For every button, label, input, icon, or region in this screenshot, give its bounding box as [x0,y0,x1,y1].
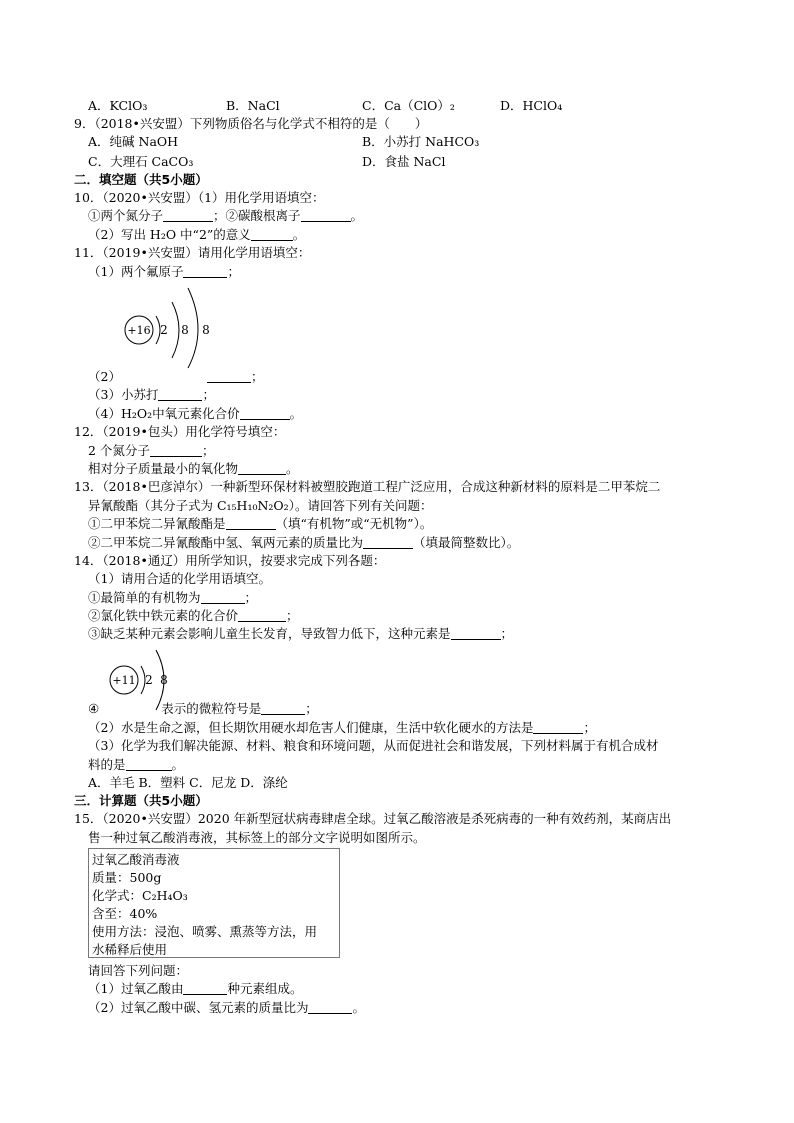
q11-line-1 [88,264,240,280]
q14-blank-1[interactable] [201,591,245,604]
q14-part3-end: ； [500,626,514,641]
label-line-mass: 质量：500g [92,870,162,885]
q14-part4-end: ； [305,701,318,716]
q14-stem: 14．（2018•通辽）用所学知识，按要求完成下列各题： [74,553,386,568]
q13-blank-2[interactable] [363,536,413,549]
q15-line-1 [88,981,302,997]
q13-line-2 [88,535,519,551]
q13-part2-text: ②二甲苯烷二异氰酸酯中氢、氧两元素的质量比为 [88,535,364,550]
q11-blank-3[interactable] [158,388,202,401]
q10-part1-text: ①两个氮分子 [88,208,164,223]
q13-stem-line-2: 异氰酸酯（其分子式为 C₁₅H₁₀N₂O₂）。请回答下列有关问题： [88,498,433,513]
q12-blank-1[interactable] [150,444,202,457]
label-line-product-name: 过氧乙酸消毒液 [92,852,180,867]
q15-blank-2[interactable] [308,1001,352,1014]
q13-line-1 [88,516,432,532]
q11-nucleus-charge: +16 [127,324,151,337]
q10-blank-1[interactable] [163,209,213,222]
q11-line-2 [88,369,263,385]
q11-blank-4[interactable] [240,407,290,420]
q11-blank-1[interactable] [183,265,227,278]
q14-part2-end: ； [286,608,299,623]
section-calculation-heading: 三．计算题（共5小题） [74,793,208,808]
q14-line-7: （3）化学为我们解决能源、材料、粮食和环境问题，从而促进社会和谐发展，下列材料属于有机合成材 [88,738,659,753]
q12-blank-2[interactable] [238,462,286,475]
q12-line-1 [88,443,214,459]
q14-options: A．羊毛 B．塑料 C．尼龙 D．涤纶 [88,775,288,790]
q15-part2-text: （2）过氧乙酸中碳、氢元素的质量比为 [88,1000,309,1015]
q12-part2-text: 相对分子质量最小的氧化物 [88,461,239,476]
q10-line-1 [88,208,363,224]
q11-shell-count-2: 8 [181,323,189,337]
q14-blank-2[interactable] [238,609,286,622]
q11-part4-end: 。 [289,406,303,421]
q14-part6-text: 料的是 [88,757,126,772]
q14-part3-text: ③缺乏某种元素会影响儿童生长发育，导致智力低下，这种元素是 [88,626,451,641]
q14-line-1: （1）请用合适的化学用语填空。 [88,571,271,586]
section-fill-in-heading: 二．填空题（共5小题） [74,172,208,187]
q9-option-c: C．大理石 CaCO₃ [88,154,194,169]
q14-part1-text: ①最简单的有机物为 [88,590,201,605]
q11-blank-2[interactable] [207,370,251,383]
q13-part1-end: （填“有机物”或“无机物”）。 [275,516,433,531]
q14-blank-6[interactable] [126,758,172,771]
q15-stem-line-2: 售一种过氧乙酸消毒液，其标签上的部分文字说明如图所示。 [88,830,426,845]
q13-part1-text: ①二甲苯烷二异氰酸酯是 [88,516,226,531]
q14-part6-end: 。 [171,757,185,772]
q14-part4-prefix: ④ [88,701,100,716]
q11-part1-text: （1）两个氟原子 [88,264,184,279]
q11-stem: 11．（2019•兴安盟）请用化学用语填空： [74,245,311,260]
q13-stem-line-1: 13．（2018•巴彦淖尔）一种新型环保材料被塑胶跑道工程广泛应用，合成这种新材料的原料是二甲苯烷二 [74,479,661,494]
q14-part2-text: ②氯化铁中铁元素的化合价 [88,608,239,623]
q9-option-b: B．小苏打 NaHCO₃ [362,134,480,149]
q10-blank-3[interactable] [251,228,293,241]
q10-part2-end: 。 [350,208,364,223]
q11-line-4 [88,406,302,422]
q10-part2-text: ；②碳酸根离子 [213,208,301,223]
q11-part3-text: （3）小苏打 [88,387,159,402]
q14-part5-text: （2）水是生命之源，但长期饮用硬水却危害人们健康，生活中软化硬水的方法是 [88,720,534,735]
q14-nucleus-charge: +11 [112,674,136,687]
q14-line-8 [88,757,184,773]
label-line-formula: 化学式：C₂H₄O₃ [92,888,188,903]
q9-option-d: D．食盐 NaCl [362,154,446,169]
q12-part2-end: 。 [286,461,299,476]
q11-part1-end: ； [227,264,240,279]
q10-line-2 [88,227,305,243]
q11-shell-arc-2 [172,302,179,358]
q15-part1-text: （1）过氧乙酸由 [88,981,184,996]
q14-blank-3[interactable] [451,627,501,640]
q11-part2-end: ； [250,369,264,384]
q14-line-6 [88,720,596,736]
label-line-usage-cont: 水稀释后使用 [92,942,168,957]
q14-line-2 [88,590,257,606]
q15-blank-1[interactable] [183,982,227,995]
q14-part4-text: 表示的微粒符号是 [161,701,262,716]
q15-ask: 请回答下列问题： [88,963,189,978]
q15-stem-line-1: 15．（2020•兴安盟）2020 年新型冠状病毒肆虐全球。过氧乙酸溶液是杀死病毒的一种有效药剂，某商店出 [74,811,672,826]
q12-part1-end: ； [201,443,215,458]
q11-shell-count-3: 8 [202,323,210,337]
label-line-usage: 使用方法：浸泡、喷雾、熏蒸等方法，用 [92,924,318,939]
q11-shell-arc-3 [188,288,198,368]
q10-blank-2[interactable] [301,209,351,222]
q14-shell-count-2: 8 [160,673,168,687]
q10-part3-text: （2）写出 H₂O 中“2”的意义 [88,227,251,242]
q14-line-4 [88,626,513,642]
q14-line-5 [88,701,318,717]
q11-part2-text: （2） [88,369,121,384]
q11-shell-count-1: 2 [160,323,168,337]
disinfectant-product-label [88,848,340,958]
q11-line-3 [88,387,215,403]
q14-line-3 [88,608,299,624]
q13-blank-1[interactable] [226,517,276,530]
q12-stem: 12．（2019•包头）用化学符号填空： [74,424,286,439]
q10-part3-end: 。 [292,227,306,242]
q14-part5-end: ； [583,720,596,735]
q15-line-2 [88,1000,365,1016]
q9-stem: 9．（2018•兴安盟）下列物质俗名与化学式不相符的是（ ） [74,116,428,131]
q14-blank-5[interactable] [533,721,583,734]
q15-part2-end: 。 [352,1000,365,1015]
q14-part1-end: ； [244,590,258,605]
q13-part2-end: （填最简整数比）。 [413,535,520,550]
q11-part3-end: ； [202,387,215,402]
q11-part4-text: （4）H₂O₂中氧元素化合价 [88,406,240,421]
q14-blank-4[interactable] [261,702,305,715]
q8-option-d: D．HClO₄ [500,98,563,113]
q12-line-2 [88,461,299,477]
q8-option-c: C．Ca（ClO）₂ [362,98,455,113]
q14-shell-count-1: 2 [145,673,153,687]
label-line-content: 含至：40% [92,906,158,921]
q11-atom-structure-diagram [116,280,226,370]
q10-stem: 10．（2020•兴安盟）（1）用化学用语填空： [74,190,325,205]
q15-part1-end: 种元素组成。 [227,981,303,996]
q8-option-a: A．KClO₃ [88,98,148,113]
q8-option-b: B．NaCl [226,98,280,113]
q12-part1-text: 2 个氮分子 [88,443,150,458]
q9-option-a: A．纯碱 NaOH [88,134,179,149]
